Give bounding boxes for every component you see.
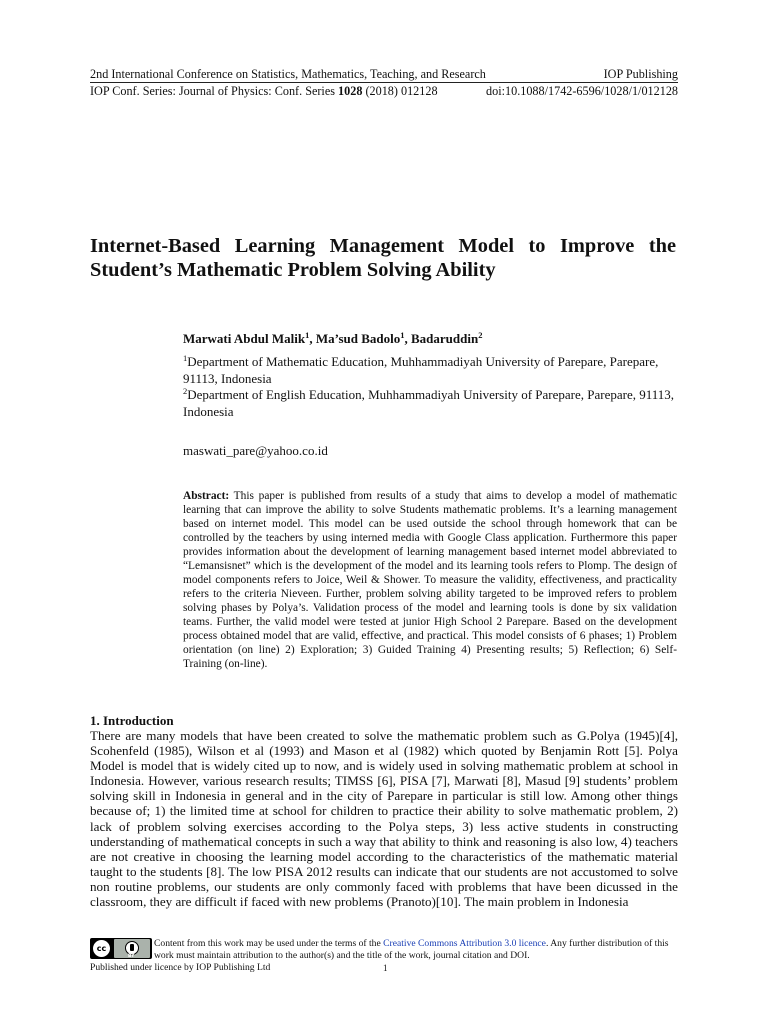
- series-suffix: (2018) 012128: [362, 84, 438, 98]
- licence-notice: [154, 938, 678, 962]
- author-name: Badaruddin: [410, 331, 479, 346]
- affiliation: [183, 350, 683, 387]
- conference-name: 2nd International Conference on Statistics, Mathematics, Teaching, and Research: [90, 67, 486, 81]
- affiliation-text: Department of English Education, Muhhammadiyah University of Parepare, Parepare, 91113, Indonesia: [183, 387, 675, 419]
- author-list: [183, 326, 683, 348]
- affiliation-mark: 1: [183, 353, 188, 363]
- author-separator: ,: [404, 331, 411, 346]
- author-affiliation-mark: 2: [478, 330, 483, 340]
- page-number: 1: [383, 963, 388, 973]
- series-prefix: IOP Conf. Series: Journal of Physics: Conf. Series: [90, 84, 339, 98]
- published-by: Published under licence by IOP Publishing Ltd: [90, 962, 271, 973]
- paper-title: Internet-Based Learning Management Model to Improve the Student’s Mathematic Problem Solving Ability: [90, 235, 676, 281]
- affiliation-mark: 2: [183, 386, 188, 396]
- series-citation: [90, 84, 438, 99]
- creative-commons-badge-icon[interactable]: [90, 938, 152, 959]
- series-volume: 1028: [338, 84, 363, 98]
- affiliation-text: Department of Mathematic Education, Muhhammadiyah University of Parepare, Parepare, 91113, Indonesia: [183, 354, 659, 386]
- series-line: [90, 84, 678, 99]
- publisher-name: IOP Publishing: [603, 67, 678, 81]
- doi[interactable]: doi:10.1088/1742-6596/1028/1/012128: [486, 84, 678, 98]
- abstract: [183, 489, 677, 671]
- person-icon: [125, 941, 139, 955]
- abstract-text: This paper is published from results of a study that aims to develop a model of mathematic learning that can improve the ability to solve Students mathematic problems. It’s a learning management based on internet model. This model can be used outside the school through homework that can be controlled by the teachers by using interned media with Google Class application. Furthermore this paper provides information about the development of learning management based internet model abbreviated to “Lemansisnet” which is the development of the model and its learning tools refers to Plomp. The design of model components refers to Joice, Weil & Shower. To measure the validity, effectiveness, and practicality refers to the criteria Nieveen. Further, problem solving ability targeted to be improved refers to problem solving phases by Polya’s. Validation process of the model and learning tools is done by six validation teams. Further, the valid model were tested at junior High School 2 Parepare. Based on the development process obtained model that are valid, effective, and practical. This model consists of 6 phases; 1) Problem orientation (on line) 2) Exploration; 3) Guided Training 4) Presenting results; 5) Reflection; 6) Self-Training (on-line).: [183, 490, 677, 670]
- badge-label: BY: [128, 954, 135, 959]
- author-name: Marwati Abdul Malik: [183, 331, 306, 346]
- licence-link[interactable]: Creative Commons Attribution 3.0 licence: [383, 938, 546, 949]
- author-email[interactable]: maswati_pare@yahoo.co.id: [183, 443, 328, 458]
- section-heading-introduction: 1. Introduction: [90, 713, 174, 728]
- licence-text-post: . Any further distribution of this work must maintain attribution to the author(s) and the title of the work, journal citation and DOI.: [154, 938, 669, 961]
- author-name: Ma’sud Badolo: [315, 331, 401, 346]
- header-rule: [90, 82, 678, 83]
- licence-text-pre: Content from this work may be used under the terms of the: [154, 938, 384, 949]
- abstract-label: Abstract:: [183, 490, 230, 502]
- introduction-body: There are many models that have been created to solve the mathematic problem such as G.Polya (1945)[4], Scohenfeld (1985), Wilson et al (1993) and Mason et al (1982) which quoted by Benjamin Rott [5]. Polya Model is model that is widely cited up to now, and is widely used in solving mathematic problem at school in Indonesia. However, various research results; TIMSS [6], PISA [7], Marwati [8], Masud [9] students’ problem solving skill in Indonesia in general and in the city of Parepare in particular is still low. Among other things because of; 1) the limited time at school for children to practice their ability to solve mathematic problem, 2) lack of problem solving exercises according to the Polya steps, 3) less active students in constructing understanding of mathematical concepts in such a way that ability to think and reasoning is also low, 4) teachers are not creative in choosing the learning model according to the characteristics of the mathematic material taught to the students [8]. The low PISA 2012 results can indicate that our students are not accustomed to solve non routine problems, our students are only commonly faced with problems that have been dicussed in the classroom, they are difficult if faced with new problems (Pranoto)[10]. The main problem in Indonesia: [90, 728, 678, 910]
- author-separator: ,: [309, 331, 316, 346]
- cc-logo-icon: cc: [93, 940, 110, 957]
- attribution-icon: [114, 939, 150, 958]
- author-affiliation-mark: 1: [305, 330, 310, 340]
- author-affiliation-mark: 1: [400, 330, 405, 340]
- affiliation: [183, 383, 683, 420]
- running-header: [90, 67, 678, 82]
